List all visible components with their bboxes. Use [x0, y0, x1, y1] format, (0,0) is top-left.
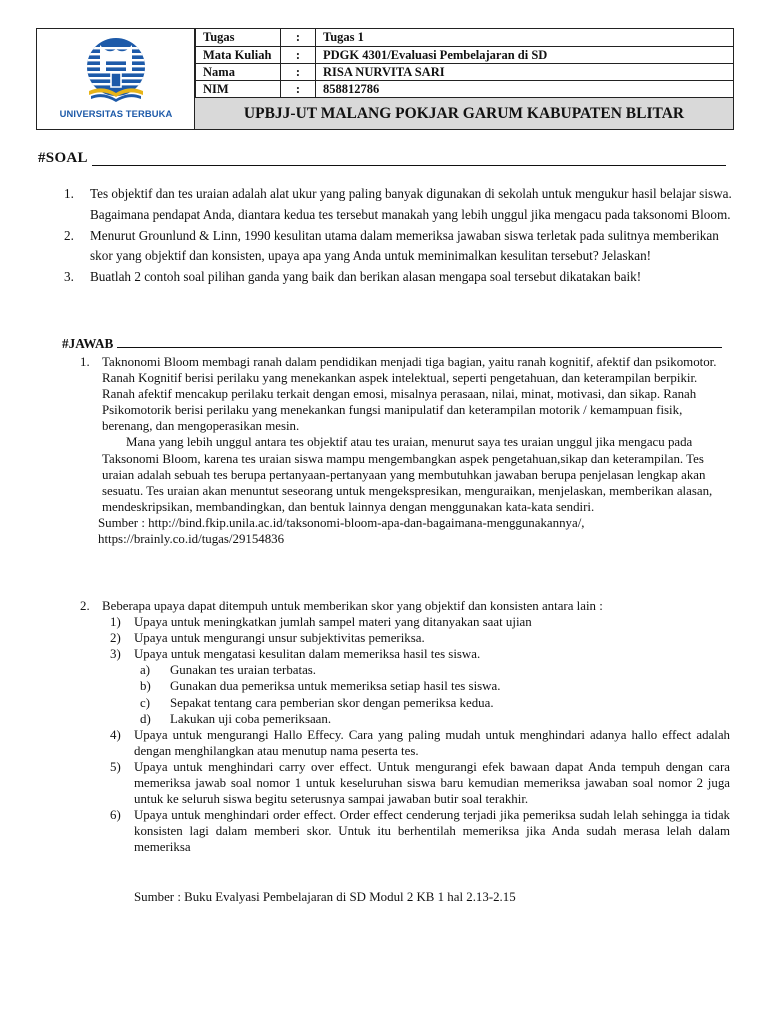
jawab-heading: #JAWAB	[62, 336, 114, 351]
list-item-number: 2)	[110, 631, 121, 646]
list-item-number: 6)	[110, 808, 121, 823]
soal-divider	[92, 165, 726, 166]
sub-list-item-letter: d)	[140, 711, 151, 726]
answer-1-paragraph-2: Mana yang lebih unggul antara tes objektif atau tes uraian, menurut saya tes uraian unggul jika mengacu pada Taksonomi Bloom, karena tes uraian siswa mampu mengembangkan aspek pengetahuan,sikap dan keterampilan. Tes uraian adalah sebuah tes berupa pertanyaan-pertanyaan yang membutuhkan jawaban berupa penjelasan lengkap akan sesuatu. Tes uraian akan menuntut seseorang untuk mengekspresikan, menguraikan, menjelaskan, memberikan alasan, mendeskripsikan, membandingkan, dan bentuk lainnya dengan menggunakan kata-kata sendiri.	[102, 435, 713, 514]
sub-list-item-text: Gunakan tes uraian terbatas.	[170, 663, 317, 678]
sub-list-item	[80, 678, 730, 694]
info-row-tugas	[196, 29, 734, 46]
soal-text: Tes objektif dan tes uraian adalah alat ukur yang paling banyak digunakan di sekolah untuk mengukur hasil belajar siswa. Bagaimana pendapat Anda, diantara kedua tes tersebut manakah yang lebih unggul jika mengacu pada taksonomi Bloom.	[90, 186, 732, 222]
list-item	[80, 646, 730, 662]
university-logo-icon	[75, 35, 157, 107]
answer-2-lead: Beberapa upaya dapat ditempuh untuk memberikan skor yang objektif dan konsisten antara lain :	[102, 599, 603, 613]
info-value: RISA NURVITA SARI	[316, 63, 734, 80]
sub-list-item	[80, 662, 730, 678]
list-item-text: Upaya untuk menghindari carry over effect. Untuk mengurangi efek bawaan dapat Anda tempuh dengan cara memeriksa jawab soal nomor 1 untuk keseluruhan siswa baru kemudian memeriksa jawaban soal nomor 2 juga untuk ke seluruh siswa begitu seterusnya sampai jawaban butir soal terakhir.	[134, 759, 730, 807]
sub-list-item	[80, 695, 730, 711]
list-item-text: Upaya untuk mengatasi kesulitan dalam memeriksa hasil tes siswa.	[134, 647, 481, 662]
list-item	[80, 807, 730, 855]
soal-item	[64, 184, 734, 226]
upbjj-banner: UPBJJ-UT MALANG POKJAR GARUM KABUPATEN BLITAR	[195, 97, 733, 129]
soal-text: Menurut Grounlund & Linn, 1990 kesulitan utama dalam memeriksa jawaban siswa terletak pada sulitnya memberikan skor yang objektif dan konsisten, upaya apa yang Anda untuk meminimalkan kesulitan tersebut? Jelaskan!	[90, 227, 719, 264]
soal-list	[64, 184, 734, 288]
info-separator: :	[281, 46, 316, 63]
list-item	[80, 630, 730, 646]
list-item-number: 5)	[110, 759, 121, 774]
info-separator: :	[281, 80, 316, 97]
sub-list-item-text: Lakukan uji coba pemeriksaan.	[170, 711, 332, 726]
info-label: Tugas	[196, 29, 281, 46]
info-row-mata-kuliah	[196, 46, 734, 63]
list-item-text: Upaya untuk meningkatkan jumlah sampel materi yang ditanyakan saat ujian	[134, 615, 532, 630]
info-value: PDGK 4301/Evaluasi Pembelajaran di SD	[316, 46, 734, 63]
answer-1-source-url-2: https://brainly.co.id/tugas/29154836	[98, 532, 285, 547]
list-item-text: Upaya untuk mengurangi Hallo Effecy. Cara yang paling mudah untuk menghindari adanya hallo effect adalah dengan menghilangkan atau menutup nama peserta tes.	[134, 727, 730, 758]
info-label: NIM	[196, 80, 281, 97]
list-item-number: 3)	[110, 647, 121, 662]
answer-1-source-url-1: Sumber : http://bind.fkip.unila.ac.id/taksonomi-bloom-apa-dan-bagaimana-menggunakannya/,	[98, 515, 585, 530]
info-row-nama	[196, 63, 734, 80]
answer-1-paragraph-1: Taknonomi Bloom membagi ranah dalam pendidikan menjadi tiga bagian, yaitu ranah kognitif, afektif dan psikomotor. Ranah Kognitif berisi perilaku yang menekankan aspek intelektual, seperti pengetahuan, dan keterampilan berpikir. Ranah afektif mencakup perilaku terkait dengan emosi, misalnya perasaan, nilai, minat, motivasi, dan sikap. Ranah Psikomotorik berisi perilaku yang menekankan fungsi manipulatif dan keterampilan motorik / kemampuan fisik, berenang, dan mengoperasikan mesin.	[102, 355, 717, 434]
info-row-nim	[196, 80, 734, 97]
sub-list-item-letter: b)	[140, 679, 151, 694]
sub-list-item-letter: c)	[140, 695, 151, 710]
sub-list-item-letter: a)	[140, 663, 151, 678]
info-value: 858812786	[316, 80, 734, 97]
answer-2-source: Sumber : Buku Evalyasi Pembelajaran di SD Modul 2 KB 1 hal 2.13-2.15	[134, 890, 516, 904]
answer-1	[80, 354, 730, 547]
sub-list-item-text: Gunakan dua pemeriksa untuk memeriksa setiap hasil tes siswa.	[170, 679, 501, 694]
header-box	[36, 28, 734, 130]
student-info-table	[195, 29, 733, 98]
answer-number: 1.	[80, 355, 90, 369]
soal-number: 1.	[64, 186, 74, 201]
list-item-number: 1)	[110, 615, 121, 630]
info-label: Nama	[196, 63, 281, 80]
logo-cell	[37, 29, 195, 129]
soal-number: 2.	[64, 227, 74, 243]
soal-text: Buatlah 2 contoh soal pilihan ganda yang baik dan berikan alasan mengapa soal tersebut dikatakan baik!	[90, 269, 642, 285]
info-separator: :	[281, 63, 316, 80]
jawab-divider	[117, 347, 722, 348]
info-label: Mata Kuliah	[196, 46, 281, 63]
sub-list-item	[80, 711, 730, 727]
list-item-text: Upaya untuk menghindari order effect. Order effect cenderung terjadi jika pemeriksa sudah lelah sehingga ia tidak konsisten lagi dalam memberi skor. Untuk itu berhentilah memeriksa jika Anda sudah merasa lelah dalam memeriksa	[134, 808, 730, 855]
list-item-number: 4)	[110, 727, 121, 742]
list-item	[80, 759, 730, 807]
soal-item	[64, 226, 734, 268]
answer-2	[80, 598, 730, 856]
soal-heading: #SOAL	[38, 150, 88, 166]
university-name: UNIVERSITAS TERBUKA	[59, 108, 173, 119]
list-item	[80, 614, 730, 630]
list-item	[80, 727, 730, 759]
soal-number: 3.	[64, 269, 74, 285]
info-value: Tugas 1	[316, 29, 734, 46]
sub-list-item-text: Sepakat tentang cara pemberian skor dengan pemeriksa kedua.	[170, 695, 494, 710]
answer-number: 2.	[80, 599, 90, 613]
list-item-text: Upaya untuk mengurangi unsur subjektivitas pemeriksa.	[134, 631, 425, 646]
info-separator: :	[281, 29, 316, 46]
soal-item	[64, 267, 734, 288]
